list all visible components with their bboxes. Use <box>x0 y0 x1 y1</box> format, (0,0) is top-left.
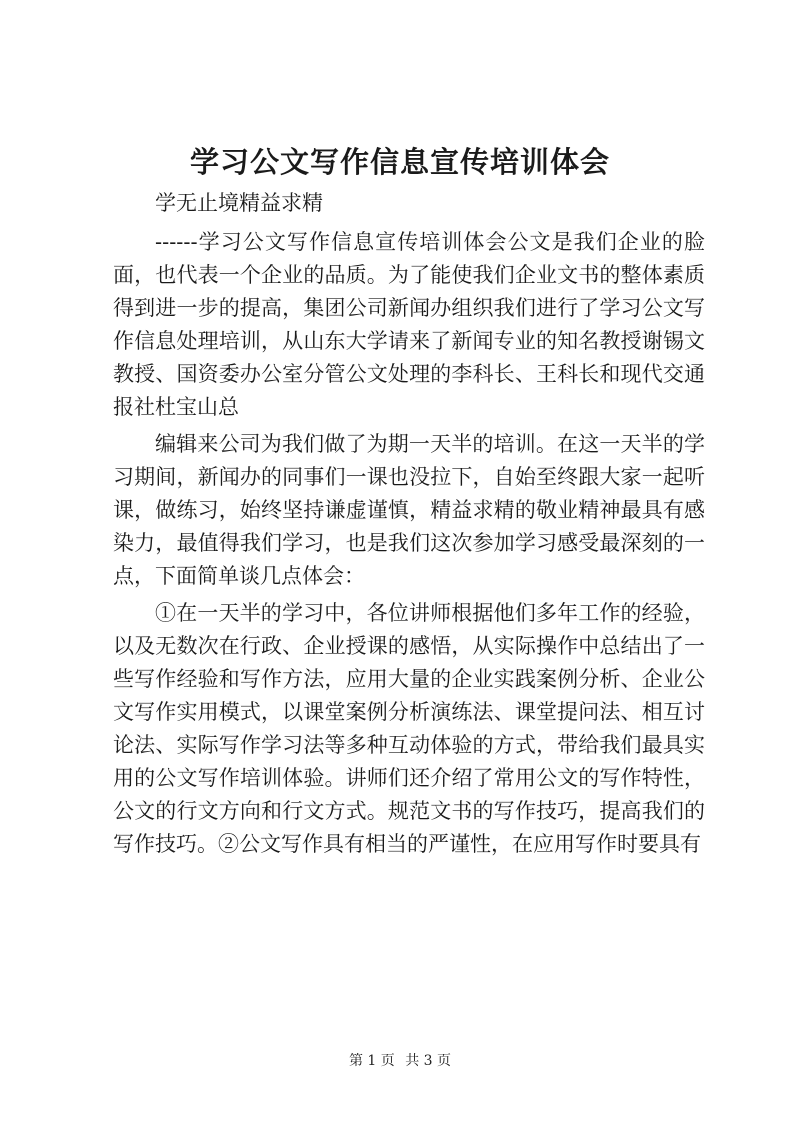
page-footer <box>0 1050 800 1070</box>
document-title: 学习公文写作信息宣传培训体会 <box>189 145 610 179</box>
body-paragraph: ------学习公文写作信息宣传培训体会公文是我们企业的脸面，也代表一个企业的品质。为了能使我们企业文书的整体素质得到进一步的提高，集团公司新闻办组织我们进行了学习公文写作信息处理培训，从山东大学请来了新闻专业的知名教授谢锡文教授、国资委办公室分管公文处理的李科长、王科长和现代交通报社杜宝山总 <box>113 230 705 419</box>
page-total: 共 3 页 <box>405 1053 452 1069</box>
body-paragraph: 编辑来公司为我们做了为期一天半的培训。在这一天半的学习期间，新闻办的同事们一课也没拉下，自始至终跟大家一起听课，做练习，始终坚持谦虚谨慎，精益求精的敬业精神最具有感染力，最值得我们学习，也是我们这次参加学习感受最深刻的一点，下面简单谈几点体会： <box>113 432 705 588</box>
document-body <box>113 187 705 865</box>
page-number: 第 1 页 <box>348 1053 395 1069</box>
body-paragraph: ①在一天半的学习中，各位讲师根据他们多年工作的经验，以及无数次在行政、企业授课的感悟，从实际操作中总结出了一些写作经验和写作方法，应用大量的企业实践案例分析、企业公文写作实用模式，以课堂案例分析演练法、课堂提问法、相互讨论法、实际写作学习法等多种互动体验的方式，带给我们最具实用的公文写作培训体验。讲师们还介绍了常用公文的写作特性，公文的行文方向和行文方式。规范文书的写作技巧，提高我们的写作技巧。②公文写作具有相当的严谨性，在应用写作时要具有 <box>113 601 705 856</box>
document-subtitle: 学无止境精益求精 <box>155 191 323 215</box>
